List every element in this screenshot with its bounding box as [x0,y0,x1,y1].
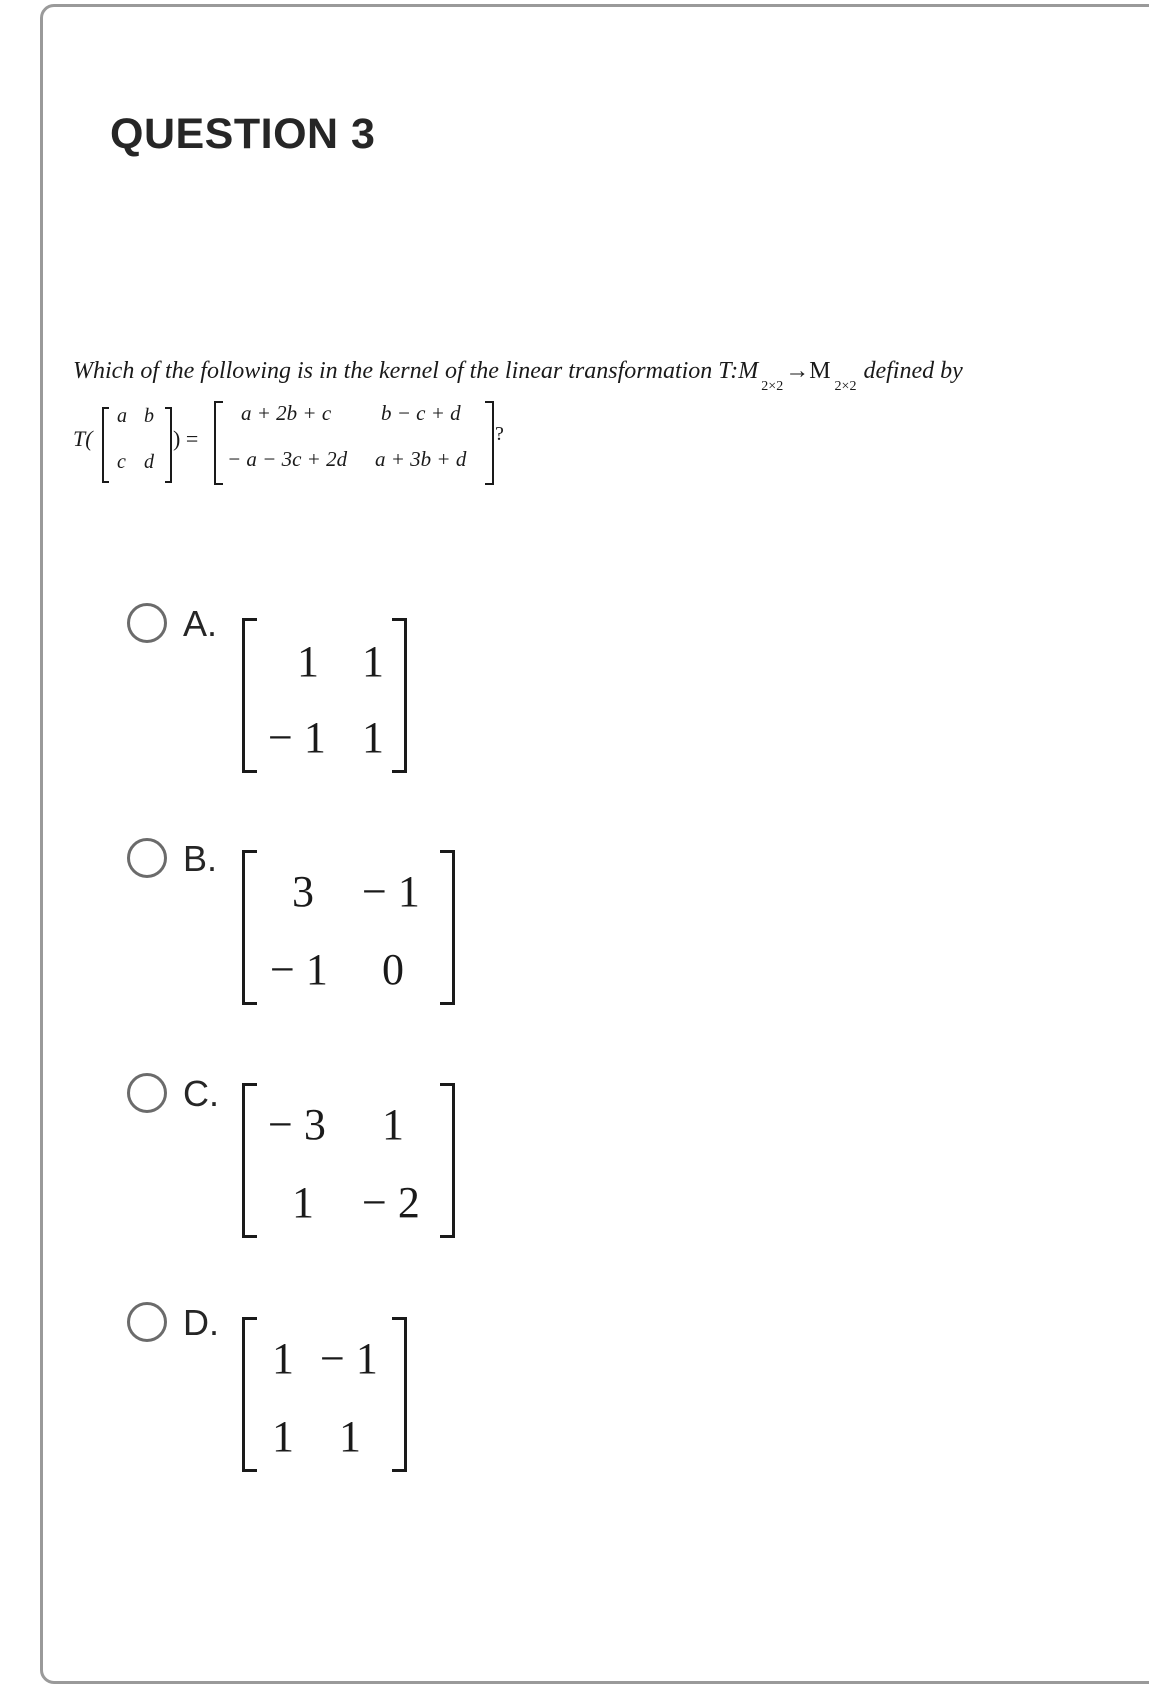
matrix-cell: − 2 [362,1178,420,1227]
option-a-radio[interactable] [127,603,167,643]
output-bracket-right [485,402,493,484]
option-c-matrix [242,1083,455,1238]
def-func: T( [73,426,93,451]
input-c: c [117,451,126,473]
def-question-mark: ? [495,423,504,445]
matrix-cell: − 3 [268,1100,326,1149]
option-c[interactable] [127,1073,467,1253]
bracket-left [242,618,257,773]
matrix-cell: − 1 [362,867,420,916]
option-a[interactable] [127,603,447,783]
output-r1c1: a + 2b + c [241,401,332,425]
matrix-cell: − 1 [320,1334,378,1383]
matrix-cell: 1 [272,1412,294,1461]
option-d-radio[interactable] [127,1302,167,1342]
output-r1c2: b − c + d [381,401,461,425]
input-b: b [144,405,154,427]
option-d-matrix [242,1317,407,1472]
option-a-letter: A. [183,603,218,644]
option-c-radio[interactable] [127,1073,167,1113]
option-b-matrix [242,850,455,1005]
matrix-cell: 1 [292,1178,314,1227]
input-d: d [144,451,154,473]
matrix-cell: 1 [382,1100,404,1149]
output-r2c2: a + 3b + d [375,447,467,471]
bracket-left [242,1317,257,1472]
matrix-cell: 1 [362,713,384,762]
stem-subscript-2: 2×2 [834,379,857,394]
matrix-cell: 0 [382,945,404,994]
bracket-right [440,1083,455,1238]
transformation-definition [73,401,553,496]
bracket-right [392,618,407,773]
stem-text: Which of the following is in the kernel of the linear transformation T:M [73,358,759,384]
stem-subscript-1: 2×2 [761,379,784,394]
option-b[interactable] [127,838,467,1018]
stem-tail: defined by [857,358,963,384]
question-title: QUESTION 3 [110,110,376,158]
bracket-right [440,850,455,1005]
matrix-cell: − 1 [268,713,326,762]
stem-arrow: →M [785,358,831,384]
matrix-cell: 1 [362,637,384,686]
bracket-right [392,1317,407,1472]
bracket-left [242,850,257,1005]
input-bracket-right [165,408,171,482]
option-d-letter: D. [183,1302,219,1343]
input-bracket-left [103,408,109,482]
matrix-cell: 3 [292,867,314,916]
option-d[interactable] [127,1302,447,1482]
def-equals: ) = [173,426,199,451]
option-b-letter: B. [183,838,218,879]
output-r2c1: − a − 3c + 2d [227,447,348,471]
matrix-cell: 1 [272,1334,294,1383]
output-bracket-left [215,402,223,484]
bracket-left [242,1083,257,1238]
matrix-cell: 1 [297,637,319,686]
option-c-letter: C. [183,1073,219,1114]
definition-svg [73,401,553,496]
option-a-matrix [242,618,407,773]
input-a: a [117,405,127,427]
option-b-radio[interactable] [127,838,167,878]
matrix-cell: 1 [339,1412,361,1461]
matrix-cell: − 1 [270,945,328,994]
